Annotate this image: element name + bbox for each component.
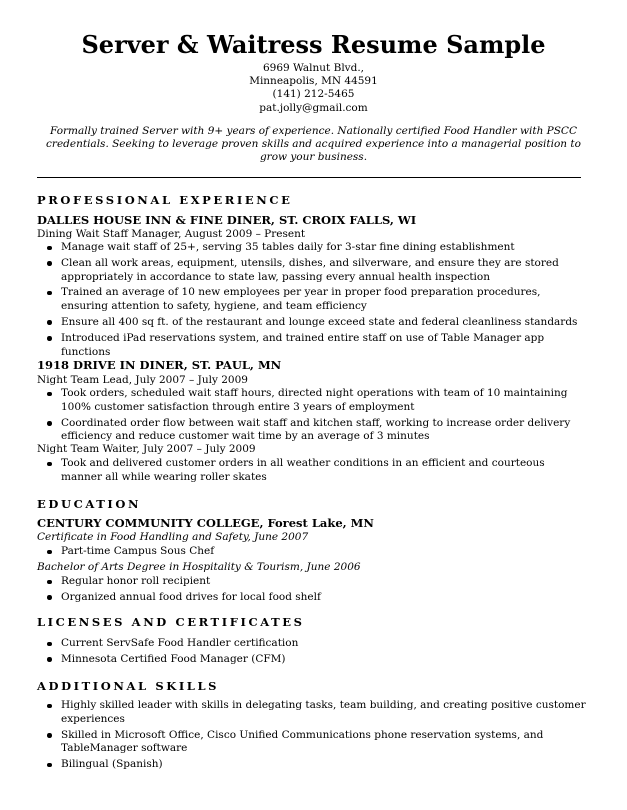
school-name: CENTURY COMMUNITY COLLEGE, Forest Lake, MN: [37, 516, 374, 530]
employer-name: 1918 DRIVE IN DINER, ST. PAUL, MN: [37, 358, 282, 372]
job-title: Dining Wait Staff Manager, August 2009 – Present: [37, 228, 306, 240]
certificate-title: Certificate in Food Handling and Safety, June 2007: [37, 531, 309, 543]
phone-number: (141) 212-5465: [272, 88, 355, 101]
certificate-bullets: [47, 545, 587, 559]
list-item: Highly skilled leader with skills in delegating tasks, team building, and creating positive customer experiences: [47, 699, 587, 727]
licenses-list: [47, 637, 587, 667]
list-item: Regular honor roll recipient: [47, 575, 587, 589]
list-item: Skilled in Microsoft Office, Cisco Unified Communications phone reservation systems, and TableManager software: [47, 729, 587, 757]
job-bullets: [47, 457, 587, 485]
list-item: Trained an average of 10 new employees per year in proper food preparation procedures, ensuring attention to safety, hygiene, and team efficiency: [47, 286, 587, 314]
section-heading-licenses: LICENSES AND CERTIFICATES: [37, 615, 305, 629]
degree-bullets: [47, 575, 587, 605]
list-item: Ensure all 400 sq ft. of the restaurant and lounge exceed state and federal cleanliness standards: [47, 316, 587, 330]
list-item: Introduced iPad reservations system, and trained entire staff on use of Table Manager app functions: [47, 332, 587, 360]
list-item: Clean all work areas, equipment, utensils, dishes, and silverware, and ensure they are stored appropriately in accordance to state law, passing every annual health inspection: [47, 257, 587, 285]
list-item: Current ServSafe Food Handler certification: [47, 637, 587, 651]
job-bullets: [47, 241, 587, 359]
address-line-2: Minneapolis, MN 44591: [249, 75, 378, 88]
list-item: Took orders, scheduled wait staff hours, directed night operations with team of 10 maintaining 100% customer satisfaction through entire 3 years of employment: [47, 387, 587, 415]
section-heading-education: EDUCATION: [37, 497, 142, 511]
summary-statement: Formally trained Server with 9+ years of experience. Nationally certified Food Handler with PSCC credentials. Seeking to leverage proven skills and acquired experience into a managerial position to grow your business.: [46, 125, 581, 164]
list-item: Part-time Campus Sous Chef: [47, 545, 587, 559]
list-item: Bilingual (Spanish): [47, 758, 587, 772]
job-title: Night Team Lead, July 2007 – July 2009: [37, 374, 248, 386]
job-title: Night Team Waiter, July 2007 – July 2009: [37, 443, 256, 455]
list-item: Minnesota Certified Food Manager (CFM): [47, 653, 587, 667]
job-bullets: [47, 387, 587, 444]
contact-block: [0, 62, 627, 115]
employer-name: DALLES HOUSE INN & FINE DINER, ST. CROIX FALLS, WI: [37, 213, 417, 227]
divider-rule: [37, 177, 581, 178]
resume-title: Server & Waitress Resume Sample: [81, 30, 546, 59]
email-address: pat.jolly@gmail.com: [259, 101, 368, 114]
list-item: Took and delivered customer orders in all weather conditions in an efficient and courteous manner all while wearing roller skates: [47, 457, 587, 485]
list-item: Manage wait staff of 25+, serving 35 tables daily for 3-star fine dining establishment: [47, 241, 587, 255]
section-heading-skills: ADDITIONAL SKILLS: [37, 679, 220, 693]
list-item: Coordinated order flow between wait staff and kitchen staff, working to increase order delivery efficiency and reduce customer wait time by an average of 3 minutes: [47, 417, 587, 445]
address-line-1: 6969 Walnut Blvd.,: [262, 62, 365, 74]
list-item: Organized annual food drives for local food shelf: [47, 591, 587, 605]
skills-list: [47, 699, 587, 772]
section-heading-experience: PROFESSIONAL EXPERIENCE: [37, 193, 293, 207]
degree-title: Bachelor of Arts Degree in Hospitality & Tourism, June 2006: [37, 561, 361, 573]
